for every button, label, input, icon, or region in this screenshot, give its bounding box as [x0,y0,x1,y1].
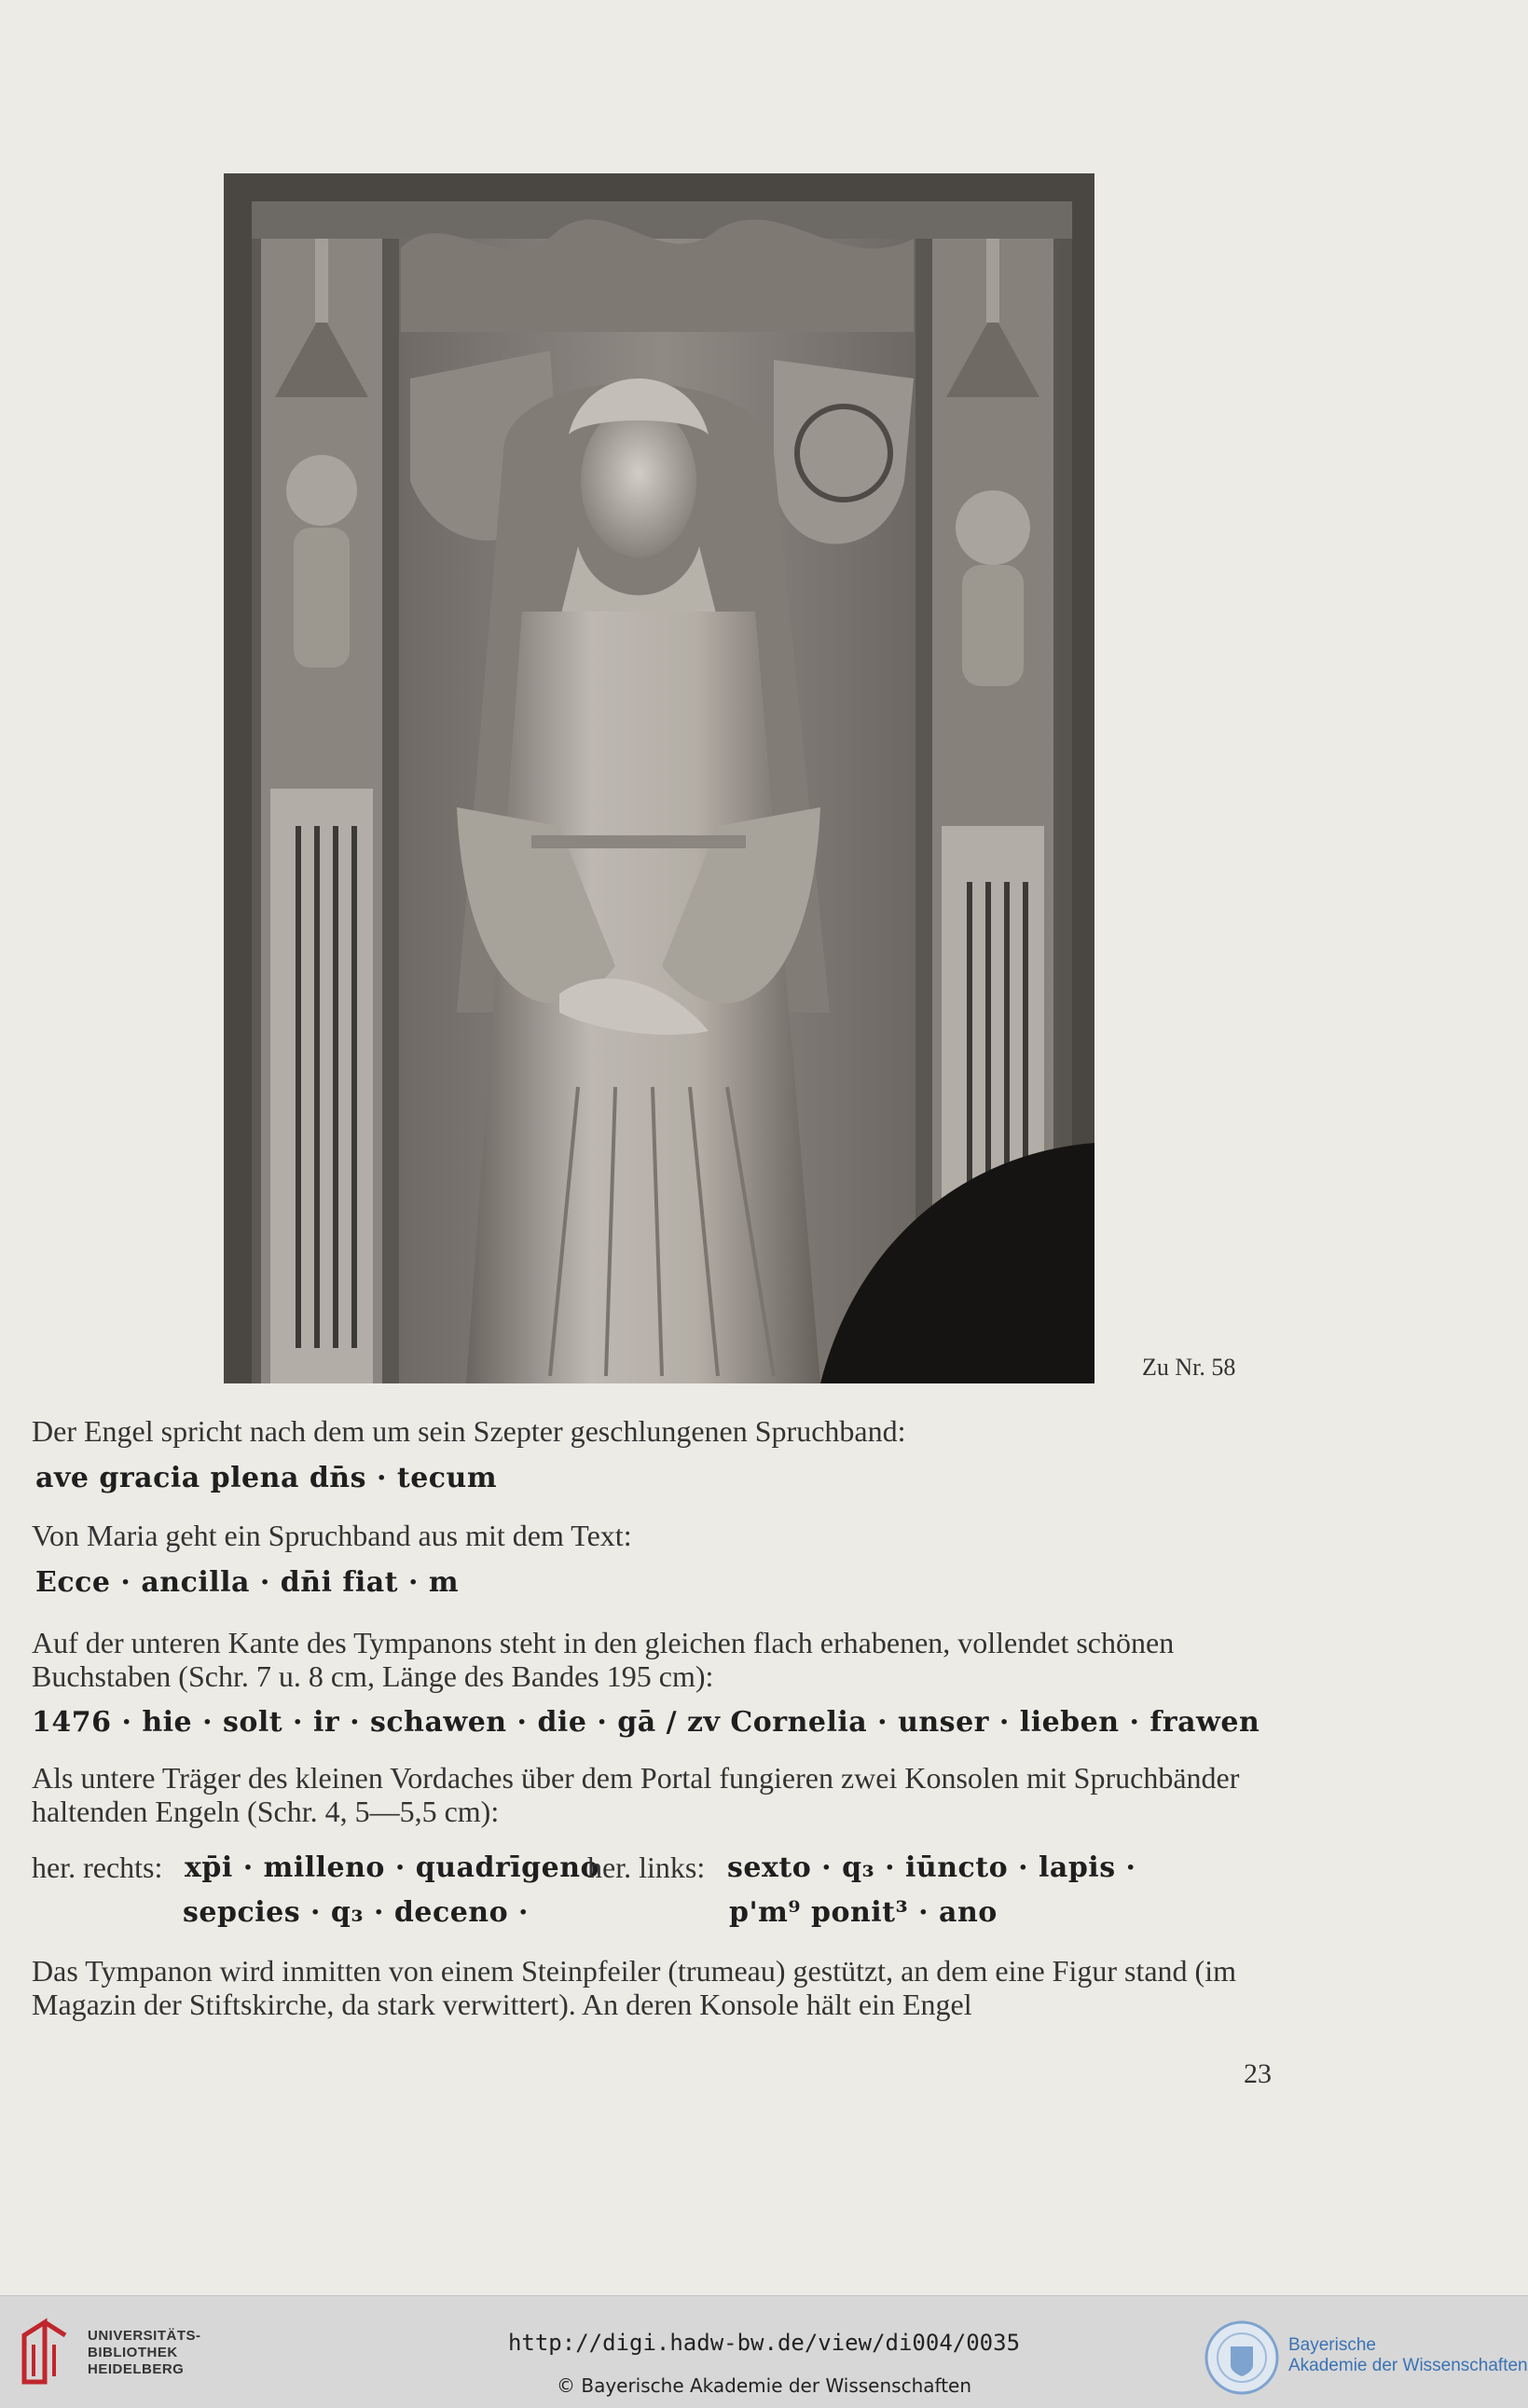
inscription-links-2: p'm⁹ ponit³ · ano [729,1896,998,1929]
paragraph-trumeau: Das Tympanon wird inmitten von einem Steinpfeiler (trumeau) gestützt, an dem eine Figur stand (im Magazin der Stiftskirche, da stark verwittert). An deren Konsole hält ein Engel [32,1954,1236,2021]
baw-line-2: Akademie der Wissenschaften [1288,2356,1528,2375]
plate-caption: Zu Nr. 58 [1142,1354,1236,1381]
inscription-links-1: sexto · q₃ · iūncto · lapis · [727,1851,1136,1884]
label-rechts: her. rechts: [32,1851,163,1884]
label-links: her. links: [587,1851,706,1884]
paragraph-maria: Von Maria geht ein Spruchband aus mit dem Text: [32,1519,632,1552]
baw-line-1: Bayerische [1288,2335,1376,2355]
copyright-notice: © Bayerische Akademie der Wissenschaften [556,2374,972,2397]
inscription-ecce: Ecce · ancilla · dn̄i fiat · m [35,1566,460,1599]
tombstone-photo [224,173,1094,1383]
paragraph-tympanon: Auf der unteren Kante des Tympanons steht in den gleichen flach erhabenen, vollendet schönen Buchstaben (Schr. 7 u. 8 cm, Länge des Bandes 195 cm): [32,1626,1175,1693]
footer-bar [0,2295,1528,2408]
baw-seal-logo-icon[interactable] [1203,2319,1281,2397]
ub-line-1: UNIVERSITÄTS- [88,2328,201,2344]
paragraph-konsolen: Als untere Träger des kleinen Vordaches über dem Portal fungieren zwei Konsolen mit Spruchbänder haltenden Engeln (Schr. 4, 5—5,5 cm): [32,1761,1240,1828]
inscription-1476: 1476 · hie · solt · ir · schawen · die · gā / zv Cornelia · unser · lieben · frawen [32,1706,1260,1739]
inscription-rechts-1: xp̄i · milleno · quadrīgeno [185,1851,600,1884]
page-number: 23 [1244,2058,1272,2089]
inscription-ave: ave gracia plena dn̄s · tecum [35,1462,498,1494]
tombstone-illustration [224,173,1094,1383]
inscription-rechts-2: sepcies · q₃ · deceno · [183,1896,530,1929]
ub-line-3: HEIDELBERG [88,2361,185,2377]
paragraph-angel: Der Engel spricht nach dem um sein Szepter geschlungenen Spruchband: [32,1414,906,1448]
ub-line-2: BIBLIOTHEK [88,2345,178,2360]
source-url-link[interactable]: http://digi.hadw-bw.de/view/di004/0035 [507,2330,1021,2356]
baw-wordmark[interactable] [1288,2335,1528,2376]
